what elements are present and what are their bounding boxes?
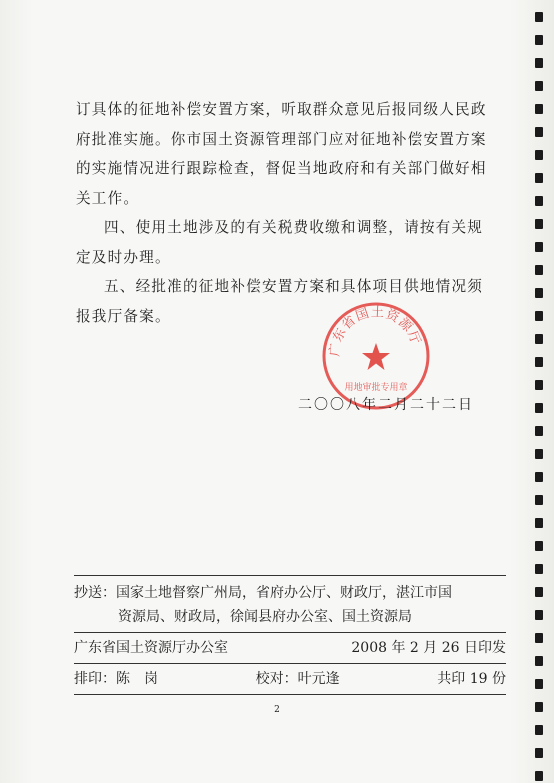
issue-row bbox=[74, 633, 506, 663]
binding-hole bbox=[535, 495, 543, 505]
cc-label: 抄送： bbox=[74, 585, 116, 601]
binding-hole bbox=[535, 311, 543, 321]
binding-hole bbox=[535, 35, 543, 45]
cc-line: 国家土地督察广州局，省府办公厅、财政厅，湛江市国 bbox=[116, 585, 452, 601]
star-icon bbox=[362, 343, 390, 370]
body-line: 府批准实施。你市国土资源管理部门应对征地补偿安置方案 bbox=[76, 130, 487, 148]
body-line: 五、经批准的征地补偿安置方案和具体项目供地情况须 bbox=[104, 278, 484, 295]
body-text bbox=[76, 95, 506, 331]
binding-hole bbox=[535, 127, 543, 137]
issue-date: 2008 年 2 月 26 日印发 bbox=[351, 640, 506, 656]
binding-hole bbox=[535, 288, 543, 298]
binding-hole bbox=[535, 541, 543, 551]
body-line: 定及时办理。 bbox=[76, 248, 171, 266]
binding-hole bbox=[535, 587, 543, 597]
binding-hole bbox=[535, 518, 543, 528]
binding-hole bbox=[535, 357, 543, 367]
binding-hole bbox=[535, 334, 543, 344]
binding-hole bbox=[535, 196, 543, 206]
binding-hole bbox=[535, 104, 543, 114]
document-footer bbox=[74, 575, 506, 695]
binding-hole bbox=[535, 242, 543, 252]
body-line: 的实施情况进行跟踪检查，督促当地政府和有关部门做好相 bbox=[76, 160, 487, 177]
binding-hole bbox=[535, 426, 543, 436]
divider bbox=[74, 694, 506, 695]
binding-hole bbox=[535, 403, 543, 413]
seal-subtext: 用地审批专用章 bbox=[344, 383, 408, 393]
body-line: 四、使用土地涉及的有关税费收缴和调整，请按有关规 bbox=[104, 219, 484, 236]
binding-hole bbox=[535, 12, 543, 22]
page-number: 2 bbox=[274, 705, 280, 715]
binding-holes bbox=[535, 0, 545, 783]
binding-hole bbox=[535, 219, 543, 229]
print-row bbox=[74, 664, 506, 694]
body-line: 订具体的征地补偿安置方案，听取群众意见后报同级人民政 bbox=[76, 101, 487, 118]
document-date: 二〇〇八年二月二十二日 bbox=[298, 397, 474, 413]
cc-block bbox=[74, 576, 506, 632]
binding-hole bbox=[535, 150, 543, 160]
issuer: 广东省国土资源厅办公室 bbox=[74, 640, 228, 656]
cc-line: 资源局、财政局，徐闻县府办公室、国土资源局 bbox=[118, 609, 412, 625]
binding-hole bbox=[535, 725, 543, 735]
binding-hole bbox=[535, 679, 543, 689]
binding-hole bbox=[535, 633, 543, 643]
binding-hole bbox=[535, 81, 543, 91]
typeset: 排印：陈 岗 bbox=[74, 671, 158, 687]
body-line: 关工作。 bbox=[76, 189, 140, 207]
copies: 共印 19 份 bbox=[437, 671, 506, 687]
binding-hole bbox=[535, 771, 543, 781]
binding-hole bbox=[535, 449, 543, 459]
binding-hole bbox=[535, 656, 543, 666]
binding-hole bbox=[535, 173, 543, 183]
binding-hole bbox=[535, 610, 543, 620]
binding-hole bbox=[535, 564, 543, 574]
binding-hole bbox=[535, 380, 543, 390]
body-line: 报我厅备案。 bbox=[76, 307, 171, 325]
proofread: 校对：叶元逢 bbox=[255, 671, 340, 687]
binding-hole bbox=[535, 265, 543, 275]
binding-hole bbox=[535, 472, 543, 482]
seal-text: 广东省国土资源厅 bbox=[327, 305, 424, 358]
binding-hole bbox=[535, 748, 543, 758]
binding-hole bbox=[535, 58, 543, 68]
